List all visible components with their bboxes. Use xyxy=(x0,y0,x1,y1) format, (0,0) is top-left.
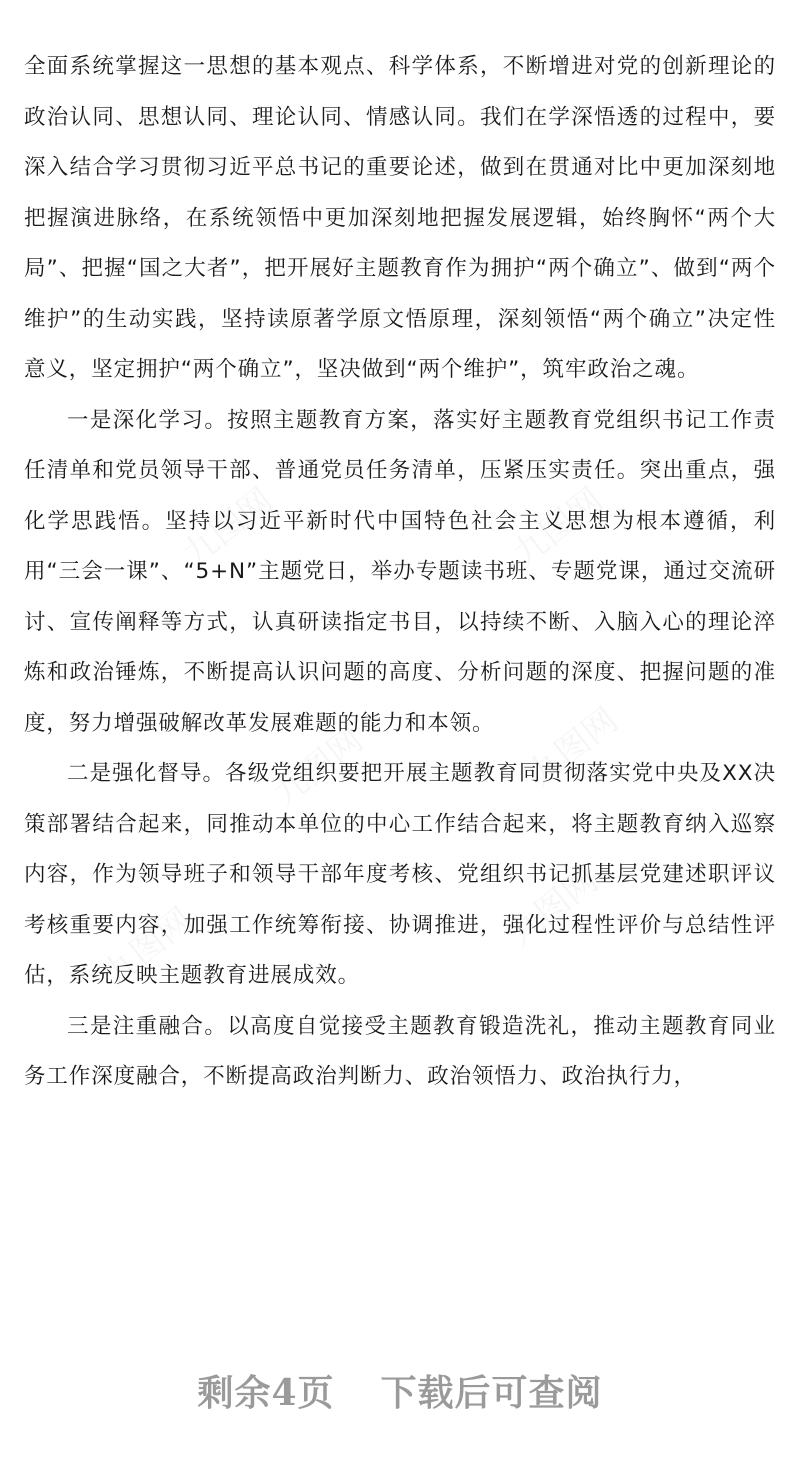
paragraph-strengthen-supervision: 二是强化督导。各级党组织要把开展主题教育同贯彻落实党中央及XX决策部署结合起来，同推动本单位的中心工作结合起来，将主题教育纳入巡察内容，作为领导班子和领导干部年度考核、党组织书记抓基层党建述职评议考核重要内容，加强工作统筹衔接、协调推进，强化过程性评价与总结性评估，系统反映主题教育进展成效。 xyxy=(24,761,776,988)
download-to-view-label: 下载后可查阅 xyxy=(380,1372,603,1414)
paragraph-deepen-study: 一是深化学习。按照主题教育方案，落实好主题教育党组织书记工作责任清单和党员领导干部、普通党员任务清单，压紧压实责任。突出重点，强化学思践悟。坚持以习近平新时代中国特色社会主义思想为根本遵循，利用“三会一课”、“5+N”主题党日，举办专题读书班、专题党课，通过交流研讨、宣传阐释等方式，认真研读指定书目，以持续不断、入脑入心的理论淬炼和政治锤炼，不断提高认识问题的高度、分析问题的深度、把握问题的准度，努力增强破解改革发展难题的能力和本领。 xyxy=(24,407,776,736)
download-prompt-banner[interactable] xyxy=(0,1365,800,1416)
remaining-pages-label: 剩余4页 xyxy=(197,1372,335,1414)
document-body xyxy=(24,42,776,1103)
paragraph-continuation: 全面系统掌握这一思想的基本观点、科学体系，不断增进对党的创新理论的政治认同、思想认同、理论认同、情感认同。我们在学深悟透的过程中，要深入结合学习贯彻习近平总书记的重要论述，做到在贯通对比中更加深刻地把握演进脉络，在系统领悟中更加深刻地把握发展逻辑，始终胸怀“两个大局”、把握“国之大者”，把开展好主题教育作为拥护“两个确立”、做到“两个维护”的生动实践，坚持读原著学原文悟原理，深刻领悟“两个确立”决定性意义，坚定拥护“两个确立”，坚决做到“两个维护”，筑牢政治之魂。 xyxy=(24,54,776,382)
paragraph-focus-integration: 三是注重融合。以高度自觉接受主题教育锻造洗礼，推动主题教育同业务工作深度融合，不断提高政治判断力、政治领悟力、政治执行力， xyxy=(24,1013,776,1089)
